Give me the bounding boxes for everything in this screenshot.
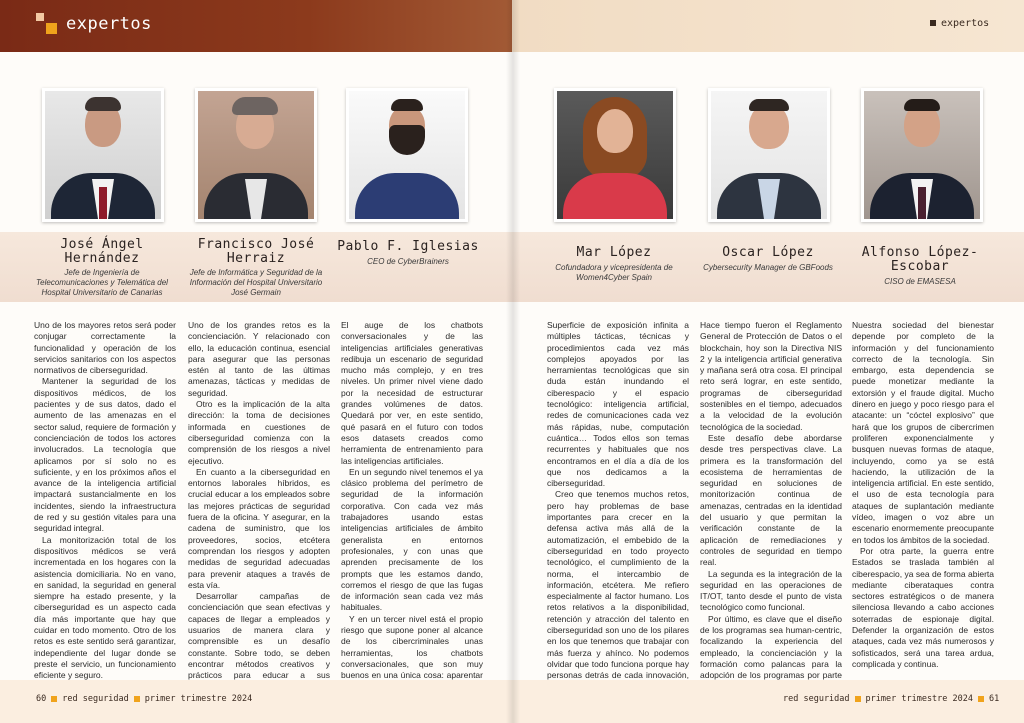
body-column-3 [341,320,483,704]
paragraph: Mantener la seguridad de los dispositivos médicos, de los pacientes y de sus datos, dado el aumento de las amenazas en el sector salud, requiere de formación y concienciación de todos los actores involucrados. La tecnología que aplicamos por sí solo no es suficiente, y en los próximos años el avance de la inteligencia artificial impactará sustancialmente en los incidentes, siendo la infraestructura de red y su gestión vitales para una seguridad integral. [34,376,176,534]
expert-name-1: José Ángel Hernández [60,237,144,266]
expert-role-6: CISO de EMASESA [884,277,956,286]
issue-label: primer trimestre 2024 [144,694,253,704]
square-bullet-icon [51,696,57,702]
paragraph: Nuestra sociedad del bienestar depende por completo de la información y del funcionamiento correcto de la tecnología. Sin embargo, esta dependencia se puede monetizar mediante la extorsión y el fraude digital. Mucho dinero en juego y poco riesgo para el atacante: un “cóctel explosivo” que hará que los grupos de cibercrimen proliferen exponencialmente y busquen nuevas formas de ataque, incluyendo, como ya se está haciendo, la utilización de la inteligencia artificial. En este sentido, el uso de esta tecnología para ataques de suplantación mediante vídeo, imagen o voz abre un escenario enormemente preocupante en todos los ámbitos de la sociedad. [852,320,994,545]
paragraph: Superficie de exposición infinita a múltiples tácticas, técnicas y procedimientos cada vez más complejos apoyados por las herramientas tecnológicas que sin duda están inundando el ciberespacio y el espacio tecnológico: inteligencia artificial, redes de comunicaciones cada vez más rápidas, nube, computación cuántica… Todos ellos son temas recurrentes y habituales que nos encontramos en el día a día de los que nos dedicamos a la ciberseguridad. [547,320,689,489]
paragraph: En un segundo nivel tenemos el ya clásico problema del perímetro de seguridad de la información corporativa. Con cada vez más trabajadores usando estas inteligencias artificiales de ámbito generalista en entornos profesionales, y con unas que aprenden precisamente de los prompts que les estamos dando, corremos el riesgo de que las fugas de información sean cada vez más habituales. [341,466,483,613]
paragraph: La monitorización total de los dispositivos médicos se verá incrementada en los hogares con la asistencia domiciliaria. No en vano, en sanidad, la seguridad en general siempre ha estado presente, y la ciberseguridad es un aspecto cada día más importante que hay que cuidar en todo momento. Otro de los retos es este sentido será garantizar, independiente del lugar donde se preste el servicio, un funcionamiento eficiente y seguro. [34,534,176,681]
portrait-mar-lopez [554,88,676,222]
paragraph: Este desafío debe abordarse desde tres perspectivas clave. La primera es la transformación del ecosistema de herramientas de seguridad en soluciones de monitorización continua de amenazas, centradas en la identidad del usuario y que permitan la verificación constante de la aplicación de remediaciones y controles de seguridad en tiempo real. [700,432,842,568]
portrait-francisco-jose-herraiz [195,88,317,222]
paragraph: El auge de los chatbots conversacionales y de las inteligencias artificiales generativas redibuja un escenario de seguridad mucho más complejo, y en tres niveles. Un primer nivel viene dado por la necesidad de estructurar grandes volúmenes de datos. Quedará por ver, en este sentido, qué pasará en el futuro con todos esos datasets creados como herramienta de entrenamiento para las inteligencias artificiales. [341,320,483,466]
portrait-alfonso-lopez-escobar [861,88,983,222]
section-title-right: expertos [930,18,989,29]
portrait-oscar-lopez [708,88,830,222]
expert-name-6: Alfonso López-Escobar [861,245,979,274]
square-bullet-icon [134,696,140,702]
expert-role-5: Cybersecurity Manager de GBFoods [703,263,833,272]
section-logo-icon [36,13,58,35]
paragraph: Otro es la implicación de la alta dirección: la toma de decisiones informada en cuestiones de ciberseguridad comienza con la comprensión de los riesgos a nivel ejecutivo. [188,399,330,466]
paragraph: Creo que tenemos muchos retos, pero hay problemas de base importantes para crecer en la defensa activa más allá de la automatización, el embebido de la ciberseguridad en todo proyecto tecnológico, el cumplimiento de la norma, el intercambio de información, etcétera. Me refiero especialmente al factor humano. Los retos relativos a la disponibilidad, retención y atracción del talento en ciberseguridad son uno de los pilares en los que tenemos que trabajar con más fuerza y ahínco. No podemos olvidar que todo funciona porque hay personas detrás de cada innovación, [547,489,689,681]
section-title-left: expertos [66,14,152,34]
footer-left [36,694,252,704]
expert-name-4: Mar López [576,245,652,260]
paragraph: Uno de los mayores retos será poder conjugar correctamente la funcionalidad y operación de los servicios sanitarios con los aspectos normativos de ciberseguridad. [34,320,176,376]
issue-label: primer trimestre 2024 [865,694,973,704]
paragraph: En cuanto a la ciberseguridad en entornos laborales híbridos, es crucial educar a los empleados sobre las mejores prácticas de seguridad fuera de la oficina. Y asegurar, en la cadena de suministro, que los proveedores, socios, etcétera comprendan los riesgos y adopten medidas de seguridad adecuadas para prevenir ataques a través de esta vía. [188,466,330,590]
publication-name: red seguridad [783,694,850,704]
paragraph: Y en un tercer nivel está el propio riesgo que supone poner al alcance de los cibercriminales unas herramientas, los chatbots conversacionales, que son muy buenos en una única cosa: aparentar [341,613,483,681]
expert-role-3: CEO de CyberBrainers [367,257,449,266]
paragraph: Hace tiempo fueron el Reglamento General de Protección de Datos o el blockchain, hoy son la Directiva NIS 2 y la inteligencia artificial generativa y mañana será otra cosa. El principal reto será lograr, en este sentido, programas de ciberseguridad sostenibles en el tiempo, adecuados a la velocidad de la evolución tecnológica de la sociedad. [700,320,842,432]
square-bullet-icon [855,696,861,702]
expert-role-1: Jefe de Ingeniería de Telecomunicaciones y Telemática del Hospital Universitario de Canarias [36,268,168,297]
expert-name-3: Pablo F. Iglesias [337,239,479,254]
publication-name: red seguridad [62,694,129,704]
body-column-6 [852,320,994,670]
body-column-5 [700,320,842,693]
expert-name-5: Oscar López [722,245,814,260]
body-column-4 [547,320,689,693]
paragraph: Por último, es clave que el diseño de los programas sea human-centric, focalizando la experiencia del empleado, la concienciación y la formación como palancas para la adopción de los programas por parte [700,613,842,681]
footer-right [783,694,999,704]
paragraph: Uno de los grandes retos es la concienciación. Y relacionado con ello, la educación continua, esencial para asegurar que las personas estén al tanto de las últimas amenazas, tácticas y medidas de seguridad. [188,320,330,398]
body-column-2 [188,320,330,693]
expert-name-2: Francisco José Herraiz [197,237,315,266]
page-gutter [506,0,520,723]
square-bullet-icon [930,20,936,26]
square-bullet-icon [978,696,984,702]
body-column-1 [34,320,176,682]
paragraph: La segunda es la integración de la seguridad en las operaciones de IT/OT, tanto desde el punto de vista tecnológico como funcional. [700,568,842,613]
portrait-pablo-f-iglesias [346,88,468,222]
page-number-right: 61 [989,694,1000,704]
expert-role-2: Jefe de Informática y Seguridad de la Información del Hospital Universitario José Germain [189,268,323,297]
page-number-left: 60 [36,694,47,704]
expert-role-4: Cofundadora y vicepresidenta de Women4Cyber Spain [555,263,673,282]
paragraph: Por otra parte, la guerra entre Estados se traslada también al ciberespacio, ya sea de forma abierta mediante ciberataques contra sectores estratégicos o de manera silenciosa llevando a cabo acciones soterradas de espionaje digital. Defender la organización de estos ataques, cada vez más numerosos y sofisticados, será una tarea ardua, complicada y continua. [852,545,994,669]
paragraph: Desarrollar campañas de concienciación que sean efectivas y capaces de llegar a empleados y usuarios de manera clara y comprensible es un desafío constante. Sobre todo, se deben encontrar métodos creativos y prácticos para educar a sus [188,591,330,681]
portrait-jose-angel-hernandez [42,88,164,222]
